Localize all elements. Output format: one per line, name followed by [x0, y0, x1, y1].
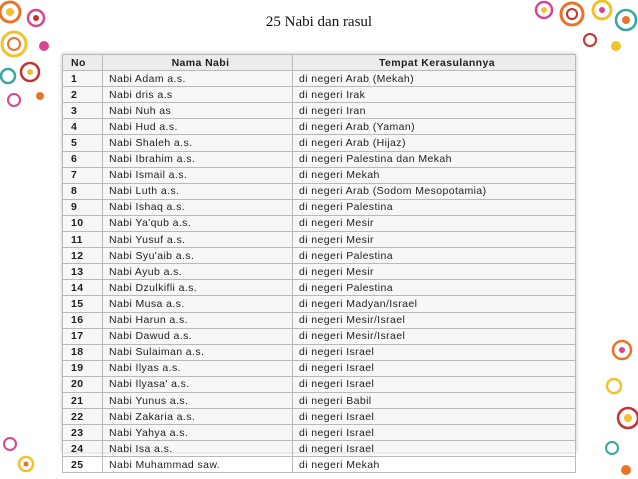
table-row	[63, 264, 576, 280]
table-row	[63, 215, 576, 231]
slide-title: 25 Nabi dan rasul	[265, 14, 373, 30]
cell-no: 9	[63, 199, 103, 215]
header-tempat-kerasulan: Tempat Kerasulannya	[293, 55, 576, 71]
cell-nama-nabi: Nabi Musa a.s.	[103, 296, 293, 312]
cell-nama-nabi: Nabi Isa a.s.	[103, 441, 293, 457]
cell-tempat-kerasulan: di negeri Israel	[293, 360, 576, 376]
cell-tempat-kerasulan: di negeri Mesir	[293, 215, 576, 231]
cell-no: 1	[63, 71, 103, 87]
cell-nama-nabi: Nabi Ismail a.s.	[103, 167, 293, 183]
cell-nama-nabi: Nabi Ya'qub a.s.	[103, 215, 293, 231]
table-row	[63, 183, 576, 199]
cell-nama-nabi: Nabi Dzulkifli a.s.	[103, 280, 293, 296]
cell-nama-nabi: Nabi Ilyas a.s.	[103, 360, 293, 376]
table-row	[63, 232, 576, 248]
prophets-table-image	[62, 54, 576, 471]
cell-tempat-kerasulan: di negeri Mesir/Israel	[293, 312, 576, 328]
prophets-table	[62, 54, 576, 473]
cell-tempat-kerasulan: di negeri Mesir/Israel	[293, 328, 576, 344]
cell-no: 8	[63, 183, 103, 199]
cell-nama-nabi: Nabi Zakaria a.s.	[103, 409, 293, 425]
cell-no: 2	[63, 87, 103, 103]
cell-nama-nabi: Nabi Ibrahim a.s.	[103, 151, 293, 167]
cell-tempat-kerasulan: di negeri Mekah	[293, 167, 576, 183]
cell-tempat-kerasulan: di negeri Arab (Hijaz)	[293, 135, 576, 151]
cell-no: 15	[63, 296, 103, 312]
cell-no: 3	[63, 103, 103, 119]
cell-no: 10	[63, 215, 103, 231]
cell-tempat-kerasulan: di negeri Israel	[293, 376, 576, 392]
cell-nama-nabi: Nabi Nuh as	[103, 103, 293, 119]
cell-no: 20	[63, 376, 103, 392]
cell-no: 12	[63, 248, 103, 264]
cell-tempat-kerasulan: di negeri Arab (Sodom Mesopotamia)	[293, 183, 576, 199]
cell-nama-nabi: Nabi Dawud a.s.	[103, 328, 293, 344]
table-row	[63, 167, 576, 183]
cell-nama-nabi: Nabi Shaleh a.s.	[103, 135, 293, 151]
cell-nama-nabi: Nabi Yahya a.s.	[103, 425, 293, 441]
cell-no: 11	[63, 232, 103, 248]
table-body	[63, 71, 576, 473]
cell-no: 17	[63, 328, 103, 344]
table-row	[63, 360, 576, 376]
cell-no: 23	[63, 425, 103, 441]
cell-tempat-kerasulan: di negeri Israel	[293, 344, 576, 360]
cell-tempat-kerasulan: di negeri Babil	[293, 392, 576, 408]
cell-nama-nabi: Nabi Ayub a.s.	[103, 264, 293, 280]
cell-no: 16	[63, 312, 103, 328]
cell-tempat-kerasulan: di negeri Israel	[293, 441, 576, 457]
cell-tempat-kerasulan: di negeri Palestina	[293, 199, 576, 215]
cell-tempat-kerasulan: di negeri Palestina	[293, 280, 576, 296]
cell-no: 5	[63, 135, 103, 151]
table-row	[63, 103, 576, 119]
cell-tempat-kerasulan: di negeri Mesir	[293, 264, 576, 280]
cell-no: 6	[63, 151, 103, 167]
cell-nama-nabi: Nabi Adam a.s.	[103, 71, 293, 87]
cell-no: 24	[63, 441, 103, 457]
table-row	[63, 441, 576, 457]
table-row	[63, 457, 576, 473]
table-row	[63, 312, 576, 328]
cell-nama-nabi: Nabi dris a.s	[103, 87, 293, 103]
cell-nama-nabi: Nabi Muhammad saw.	[103, 457, 293, 473]
cell-no: 18	[63, 344, 103, 360]
cell-tempat-kerasulan: di negeri Palestina dan Mekah	[293, 151, 576, 167]
cell-nama-nabi: Nabi Sulaiman a.s.	[103, 344, 293, 360]
cell-tempat-kerasulan: di negeri Israel	[293, 425, 576, 441]
cell-tempat-kerasulan: di negeri Mesir	[293, 232, 576, 248]
decorative-circles-bottom-left	[0, 430, 40, 479]
cell-nama-nabi: Nabi Ilyasa' a.s.	[103, 376, 293, 392]
cell-no: 14	[63, 280, 103, 296]
table-header-row	[63, 55, 576, 71]
table-row	[63, 376, 576, 392]
cell-no: 22	[63, 409, 103, 425]
table-row	[63, 344, 576, 360]
cell-tempat-kerasulan: di negeri Israel	[293, 409, 576, 425]
table-row	[63, 425, 576, 441]
cell-no: 7	[63, 167, 103, 183]
cell-no: 25	[63, 457, 103, 473]
cell-nama-nabi: Nabi Syu'aib a.s.	[103, 248, 293, 264]
table-row	[63, 248, 576, 264]
cell-no: 19	[63, 360, 103, 376]
header-nama-nabi: Nama Nabi	[103, 55, 293, 71]
table-row	[63, 296, 576, 312]
cell-no: 21	[63, 392, 103, 408]
cell-tempat-kerasulan: di negeri Mekah	[293, 457, 576, 473]
cell-no: 13	[63, 264, 103, 280]
table-row	[63, 328, 576, 344]
table-row	[63, 135, 576, 151]
cell-nama-nabi: Nabi Yusuf a.s.	[103, 232, 293, 248]
cell-nama-nabi: Nabi Hud a.s.	[103, 119, 293, 135]
cell-nama-nabi: Nabi Ishaq a.s.	[103, 199, 293, 215]
header-no: No	[63, 55, 103, 71]
cell-no: 4	[63, 119, 103, 135]
table-row	[63, 409, 576, 425]
cell-tempat-kerasulan: di negeri Madyan/Israel	[293, 296, 576, 312]
table-row	[63, 199, 576, 215]
table-row	[63, 71, 576, 87]
cell-tempat-kerasulan: di negeri Arab (Yaman)	[293, 119, 576, 135]
cell-nama-nabi: Nabi Harun a.s.	[103, 312, 293, 328]
cell-tempat-kerasulan: di negeri Irak	[293, 87, 576, 103]
table-row	[63, 151, 576, 167]
cell-tempat-kerasulan: di negeri Palestina	[293, 248, 576, 264]
decorative-circles-right-side	[600, 330, 638, 479]
table-row	[63, 280, 576, 296]
cell-nama-nabi: Nabi Yunus a.s.	[103, 392, 293, 408]
cell-nama-nabi: Nabi Luth a.s.	[103, 183, 293, 199]
cell-tempat-kerasulan: di negeri Arab (Mekah)	[293, 71, 576, 87]
table-row	[63, 119, 576, 135]
table-row	[63, 392, 576, 408]
table-row	[63, 87, 576, 103]
cell-tempat-kerasulan: di negeri Iran	[293, 103, 576, 119]
